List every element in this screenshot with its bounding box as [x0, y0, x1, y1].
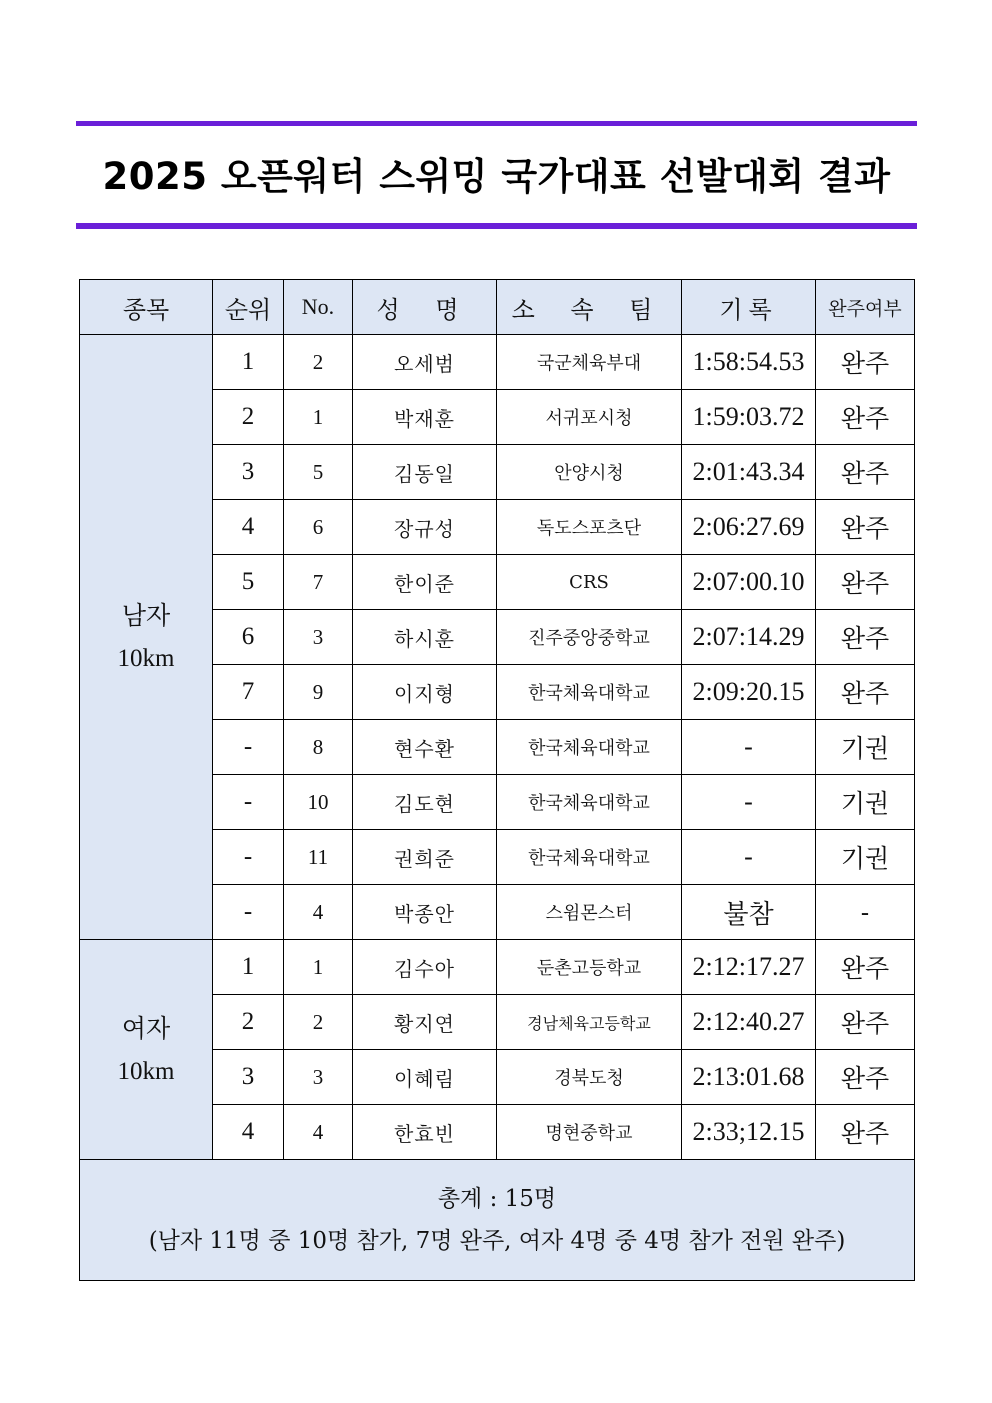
header-event: 종목: [80, 280, 213, 335]
team-cell: 한국체육대학교: [497, 665, 682, 720]
finish-status-cell: -: [816, 885, 915, 940]
event-cell: [80, 940, 213, 1160]
team-cell: 스윔몬스터: [497, 885, 682, 940]
title-bottom-rule: [76, 223, 917, 229]
athlete-name-cell: 하시훈: [353, 610, 497, 665]
event-cell: [80, 335, 213, 940]
finish-status-cell: 완주: [816, 940, 915, 995]
rank-cell: 3: [213, 445, 284, 500]
table-row: [80, 335, 915, 390]
bib-number-cell: 4: [284, 885, 353, 940]
athlete-name-cell: 황지연: [353, 995, 497, 1050]
bib-number-cell: 7: [284, 555, 353, 610]
record-cell: -: [682, 830, 816, 885]
finish-status-cell: 완주: [816, 665, 915, 720]
finish-status-cell: 완주: [816, 555, 915, 610]
header-team: 소 속 팀: [497, 280, 682, 335]
finish-status-cell: 완주: [816, 995, 915, 1050]
athlete-name-cell: 오세범: [353, 335, 497, 390]
rank-cell: -: [213, 775, 284, 830]
rank-cell: 2: [213, 995, 284, 1050]
rank-cell: 5: [213, 555, 284, 610]
summary-total: 총계 : 15명: [437, 1186, 557, 1212]
finish-status-cell: 완주: [816, 445, 915, 500]
athlete-name-cell: 한효빈: [353, 1105, 497, 1160]
bib-number-cell: 3: [284, 1050, 353, 1105]
record-cell: 2:01:43.34: [682, 445, 816, 500]
team-cell: 한국체육대학교: [497, 775, 682, 830]
record-cell: 2:09:20.15: [682, 665, 816, 720]
bib-number-cell: 1: [284, 390, 353, 445]
rank-cell: 2: [213, 390, 284, 445]
finish-status-cell: 기권: [816, 775, 915, 830]
table-row: [80, 940, 915, 995]
record-cell: 불참: [682, 885, 816, 940]
rank-cell: 4: [213, 500, 284, 555]
rank-cell: 4: [213, 1105, 284, 1160]
team-cell: 경북도청: [497, 1050, 682, 1105]
athlete-name-cell: 이지형: [353, 665, 497, 720]
record-cell: 2:06:27.69: [682, 500, 816, 555]
rank-cell: 1: [213, 335, 284, 390]
bib-number-cell: 2: [284, 335, 353, 390]
bib-number-cell: 11: [284, 830, 353, 885]
finish-status-cell: 완주: [816, 1105, 915, 1160]
header-row: [80, 280, 915, 335]
bib-number-cell: 9: [284, 665, 353, 720]
athlete-name-cell: 권희준: [353, 830, 497, 885]
results-body: [80, 335, 915, 1160]
event-gender: 여자: [121, 1013, 171, 1043]
summary-row: [80, 1160, 915, 1281]
finish-status-cell: 완주: [816, 500, 915, 555]
finish-status-cell: 완주: [816, 1050, 915, 1105]
event-gender: 남자: [121, 601, 171, 630]
record-cell: 1:58:54.53: [682, 335, 816, 390]
team-cell: CRS: [497, 555, 682, 610]
record-cell: -: [682, 720, 816, 775]
bib-number-cell: 2: [284, 995, 353, 1050]
header-name: 성 명: [353, 280, 497, 335]
bib-number-cell: 8: [284, 720, 353, 775]
team-cell: 국군체육부대: [497, 335, 682, 390]
record-cell: 2:33;12.15: [682, 1105, 816, 1160]
summary-detail: (남자 11명 중 10명 참가, 7명 완주, 여자 4명 중 4명 참가 전원 완주): [148, 1228, 846, 1254]
summary-cell: [80, 1160, 915, 1281]
team-cell: 한국체육대학교: [497, 720, 682, 775]
finish-status-cell: 완주: [816, 610, 915, 665]
header-record: 기록: [682, 280, 816, 335]
team-cell: 한국체육대학교: [497, 830, 682, 885]
bib-number-cell: 6: [284, 500, 353, 555]
header-rank: 순위: [213, 280, 284, 335]
record-cell: 2:13:01.68: [682, 1050, 816, 1105]
record-cell: 2:12:40.27: [682, 995, 816, 1050]
team-cell: 서귀포시청: [497, 390, 682, 445]
rank-cell: 3: [213, 1050, 284, 1105]
rank-cell: 6: [213, 610, 284, 665]
record-cell: 1:59:03.72: [682, 390, 816, 445]
team-cell: 안양시청: [497, 445, 682, 500]
record-cell: 2:07:00.10: [682, 555, 816, 610]
results-table: [79, 279, 915, 1281]
record-cell: 2:12:17.27: [682, 940, 816, 995]
athlete-name-cell: 김동일: [353, 445, 497, 500]
athlete-name-cell: 김수아: [353, 940, 497, 995]
header-finish: 완주여부: [816, 280, 915, 335]
rank-cell: -: [213, 885, 284, 940]
bib-number-cell: 1: [284, 940, 353, 995]
bib-number-cell: 5: [284, 445, 353, 500]
athlete-name-cell: 박종안: [353, 885, 497, 940]
athlete-name-cell: 현수환: [353, 720, 497, 775]
team-cell: 경남체육고등학교: [497, 995, 682, 1050]
rank-cell: -: [213, 830, 284, 885]
team-cell: 명현중학교: [497, 1105, 682, 1160]
athlete-name-cell: 장규성: [353, 500, 497, 555]
rank-cell: 1: [213, 940, 284, 995]
team-cell: 둔촌고등학교: [497, 940, 682, 995]
team-cell: 독도스포츠단: [497, 500, 682, 555]
header-number: No.: [284, 280, 353, 335]
finish-status-cell: 완주: [816, 335, 915, 390]
athlete-name-cell: 한이준: [353, 555, 497, 610]
event-distance: 10km: [117, 645, 175, 672]
record-cell: -: [682, 775, 816, 830]
bib-number-cell: 10: [284, 775, 353, 830]
finish-status-cell: 기권: [816, 720, 915, 775]
athlete-name-cell: 박재훈: [353, 390, 497, 445]
athlete-name-cell: 김도현: [353, 775, 497, 830]
bib-number-cell: 4: [284, 1105, 353, 1160]
rank-cell: -: [213, 720, 284, 775]
event-distance: 10km: [117, 1057, 175, 1085]
finish-status-cell: 완주: [816, 390, 915, 445]
title-top-rule: [76, 121, 917, 126]
team-cell: 진주중앙중학교: [497, 610, 682, 665]
bib-number-cell: 3: [284, 610, 353, 665]
record-cell: 2:07:14.29: [682, 610, 816, 665]
page-title: 2025 오픈워터 스위밍 국가대표 선발대회 결과: [102, 155, 891, 198]
athlete-name-cell: 이혜림: [353, 1050, 497, 1105]
rank-cell: 7: [213, 665, 284, 720]
finish-status-cell: 기권: [816, 830, 915, 885]
